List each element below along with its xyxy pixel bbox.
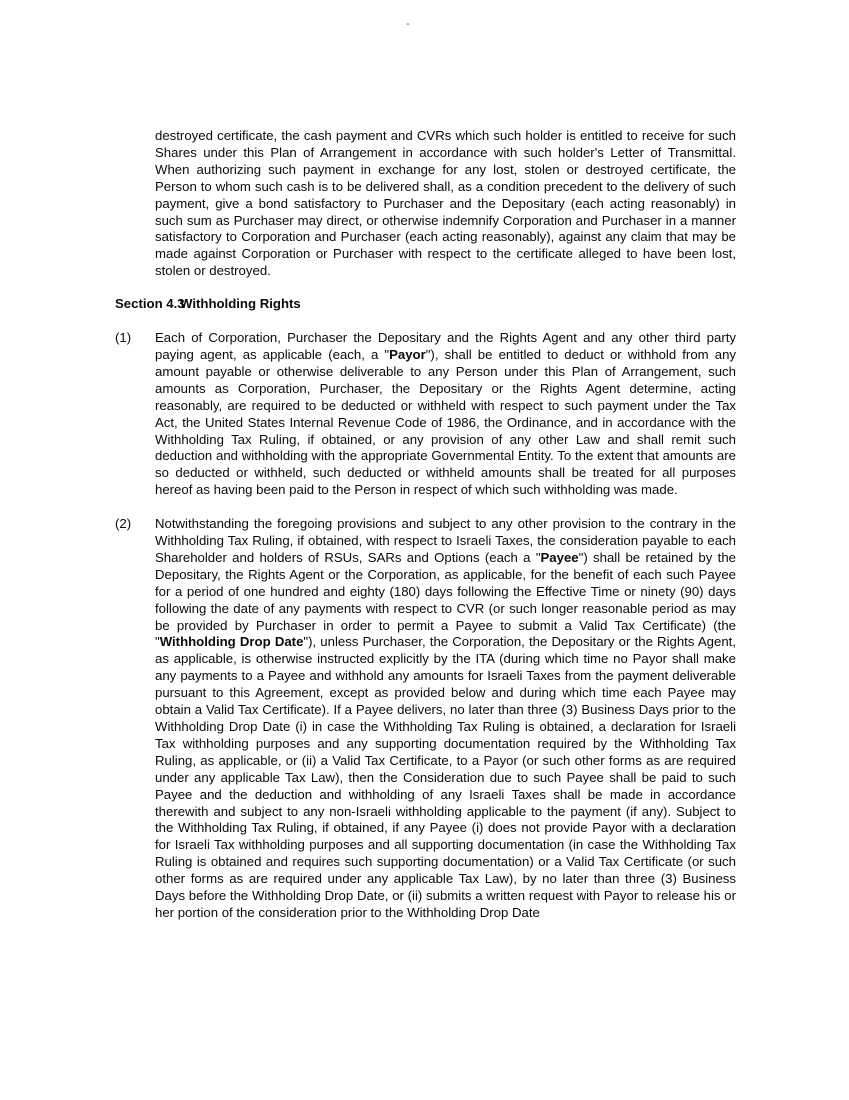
section-number: Section 4.3 (115, 296, 185, 312)
item-marker: (1) (115, 330, 132, 346)
list-item-1 (115, 330, 736, 499)
page-top-artifact: - (406, 18, 410, 30)
section-heading (115, 296, 736, 313)
item-body: Notwithstanding the foregoing provisions and subject to any other provision to the contrary in the Withholding Tax Ruling, if obtained, with respect to Israeli Taxes, the consideration payable to each Shareholder and holders of RSUs, SARs and Options (each a "Payee") shall be retained by the Depositary, the Rights Agent or the Corporation, as applicable, for the benefit of each such Payee for a period of one hundred and eighty (180) days following the Effective Time or ninety (90) days following the date of any payments with respect to CVR (or such longer reasonable period as may be provided by Purchaser in order to permit a Payee to submit a Valid Tax Certificate) (the "Withholding Drop Date"), unless Purchaser, the Corporation, the Depositary or the Rights Agent, as applicable, is otherwise instructed explicitly by the ITA (during which time no Payor shall make any payments to a Payee and withhold any amounts for Israeli Taxes from the payment deliverable pursuant to this Agreement, except as provided below and during which time each Payee may obtain a Valid Tax Certificate). If a Payee delivers, no later than three (3) Business Days prior to the Withholding Drop Date (i) in case the Withholding Tax Ruling is obtained, a declaration for Israeli Tax withholding purposes and any supporting documentation required by the Withholding Tax Ruling, as applicable, or (ii) a Valid Tax Certificate, to a Payor (or such other forms as are required under any applicable Tax Law), then the Consideration due to such Payee shall be paid to such Payee and the deduction and withholding of any Israeli Taxes shall be made in accordance therewith and subject to any non-Israeli withholding applicable to the payment (if any). Subject to the Withholding Tax Ruling, if obtained, if any Payee (i) does not provide Payor with a declaration for Israeli Tax withholding purposes and all supporting documentation (in case the Withholding Tax Ruling is obtained and requires such supporting documentation) or a Valid Tax Certificate (or such other forms as are required under any applicable Tax Law), by no later than three (3) Business Days before the Withholding Drop Date, or (ii) submits a written request with Payor to release his or her portion of the consideration prior to the Withholding Drop Date (155, 516, 736, 920)
section-title: Withholding Rights (180, 296, 301, 312)
intro-paragraph: destroyed certificate, the cash payment and CVRs which such holder is entitled to receive for such Shares under this Plan of Arrangement in accordance with such holder's Letter of Transmittal. When authorizing such payment in exchange for any lost, stolen or destroyed certificate, the Person to whom such cash is to be delivered shall, as a condition precedent to the delivery of such payment, give a bond satisfactory to Purchaser and the Depositary (each acting reasonably) in such sum as Purchaser may direct, or otherwise indemnify Corporation and Purchaser in a manner satisfactory to Corporation and Purchaser (each acting reasonably), against any claim that may be made against Corporation or Purchaser with respect to the certificate alleged to have been lost, stolen or destroyed. (155, 128, 736, 279)
item-body: Each of Corporation, Purchaser the Depositary and the Rights Agent and any other third party paying agent, as applicable (each, a "Payor"), shall be entitled to deduct or withhold from any amount payable or otherwise deliverable to any Person under this Plan of Arrangement, such amounts as Corporation, Purchaser, the Depositary or the Rights Agent determine, acting reasonably, are required to be deducted or withheld with respect to such payment under the Tax Act, the United States Internal Revenue Code of 1986, the Ordinance, and in accordance with the Withholding Tax Ruling, if obtained, or any provision of any other Law and shall remit such deduction and withholding with the appropriate Governmental Entity. To the extent that amounts are so deducted or withheld, such deducted or withheld amounts shall be treated for all purposes hereof as having been paid to the Person in respect of which such withholding was made. (155, 330, 736, 498)
list-item-2 (115, 516, 736, 922)
page-content (115, 128, 736, 939)
item-marker: (2) (115, 516, 132, 532)
